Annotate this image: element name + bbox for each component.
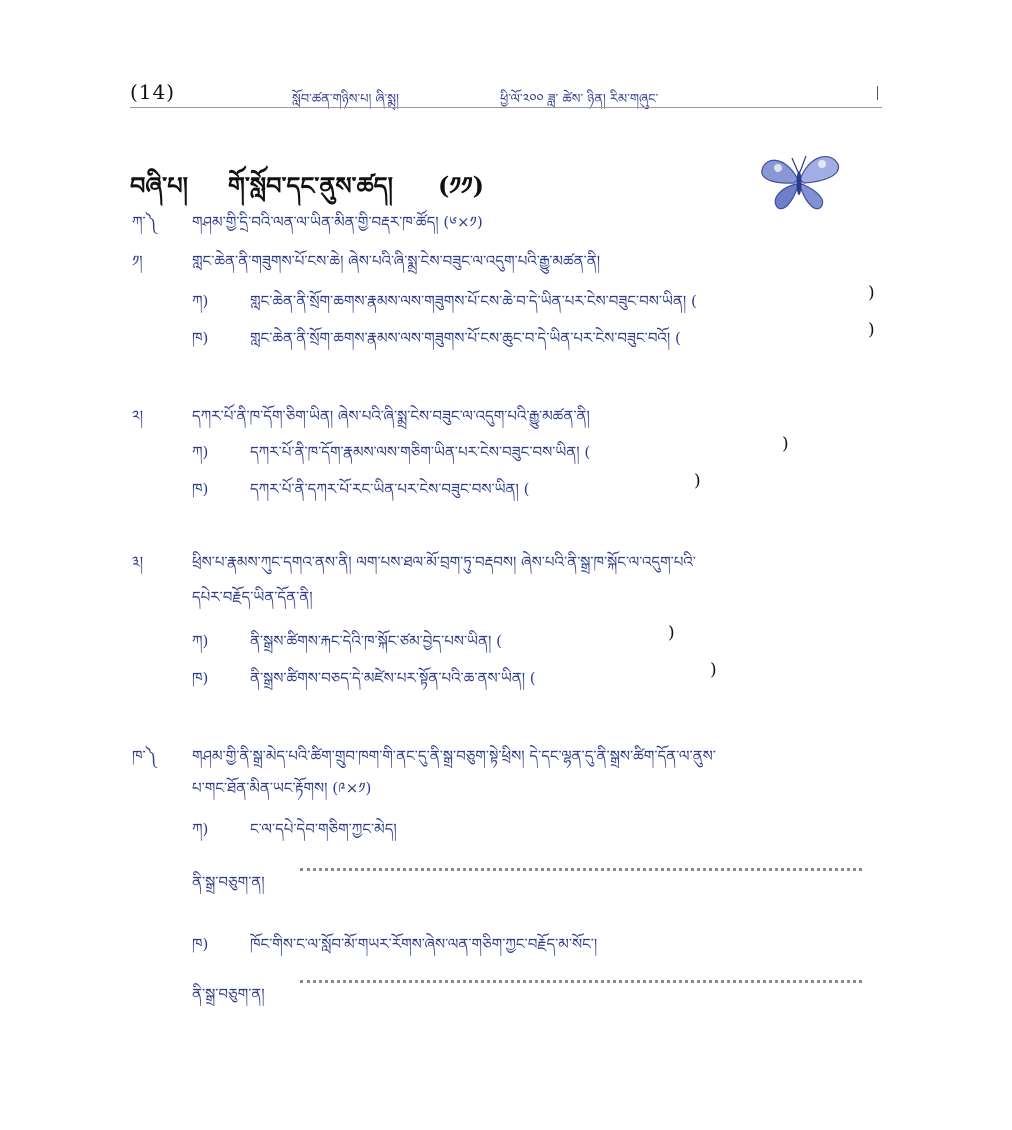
question-1-text: གླང་ཆེན་ནི་གཟུགས་པོ་ངས་ཆེ། ཞེས་པའི་ཞི་སྨྲ་ངེས་བཟུང་ལ་འདུག་པའི་རྒྱུ་མཚན་ནི།	[192, 252, 601, 270]
b-item-1-answer-line[interactable]	[300, 868, 862, 871]
section-title: གོ་སློབ་དང་ནུས་ཚད།	[228, 171, 393, 200]
part-b-instruction-line1: གཤམ་གྱི་ནི་སྒྲ་མེད་པའི་ཚིག་གྲུབ་ཁག་གི་ནང་དུ་ནི་སྒྲ་བཅུག་སྟེ་ཕྲིས། དེ་དང་ལྷན་དུ་ནི་སྒྲས་ཚིག་དོན་ལ་ནུས་	[192, 747, 716, 765]
q3-option-a-marker: ཀ)	[192, 632, 209, 650]
q3-option-a-text: ནི་སྒྲས་ཚིགས་རྐང་དེའི་ཁ་སྐོང་ཙམ་བྱེད་པས་ཡིན། (	[250, 632, 502, 650]
b-item-1-text: ང་ལ་དཔེ་དེབ་གཅིག་ཀྱང་མེད།	[250, 820, 397, 838]
question-3-text: ཕྲིས་པ་རྣམས་ཀུང་དགའ་ནས་ནི། ལག་པས་ཐལ་མོ་བྲག་ཏུ་བརྡབས། ཞེས་པའི་ནི་སྒྲ་ཁ་སྐོང་ལ་འདུག་པའི་	[192, 553, 697, 571]
b-item-2-marker: ཁ)	[192, 935, 209, 953]
q1-option-b-marker: ཁ)	[192, 329, 209, 347]
b-item-2-answer-line[interactable]	[300, 980, 862, 983]
section-number: བཞི་པ།	[130, 171, 188, 200]
question-3-text-line2: དཔེར་བརྗོད་ཡིན་དོན་ནི།	[192, 588, 313, 606]
butterfly-icon	[758, 150, 842, 212]
grade-info: ཕྱི་ལོ་༢༠༠ ཟླ་ ཚེས་ ཉིན། རིམ་གཞུང་	[500, 92, 659, 107]
question-2-text: དཀར་པོ་ནི་ཁ་དོག་ཅིག་ཡིན། ཞེས་པའི་ཞི་སྨྲ་ངེས་བཟུང་ལ་འདུག་པའི་རྒྱུ་མཚན་ནི།	[192, 407, 590, 425]
q1-option-a-marker: ཀ)	[192, 292, 209, 310]
b-item-1-answer-label: ནི་སྒྲ་བཅུག་ན།	[192, 873, 265, 891]
q2-option-a-answer-close[interactable]: )	[782, 434, 789, 454]
q1-option-a-text: གླང་ཆེན་ནི་སྲོག་ཆགས་རྣམས་ལས་གཟུགས་པོ་ངས་ཆེ་བ་དེ་ཡིན་པར་ངེས་བཟུང་བས་ཡིན། (	[250, 292, 697, 310]
header-tick	[877, 86, 878, 100]
section-count: (༡༡)	[438, 171, 484, 200]
q2-option-a-marker: ཀ)	[192, 443, 209, 461]
q2-option-b-marker: ཁ)	[192, 480, 209, 498]
q2-option-b-answer-close[interactable]: )	[694, 471, 701, 491]
part-a-marker: ཀ་༽	[132, 213, 157, 231]
b-item-2-answer-label: ནི་སྒྲ་བཅུག་ན།	[192, 985, 265, 1003]
q3-option-b-marker: ཁ)	[192, 669, 209, 687]
page-number: (14)	[130, 80, 176, 104]
q2-option-a-text: དཀར་པོ་ནི་ཁ་དོག་རྣམས་ལས་གཅིག་ཡིན་པར་ངེས་བཟུང་བས་ཡིན། (	[250, 443, 591, 461]
b-item-2-text: ཁོང་གིས་ང་ལ་སློབ་མོ་གཡར་རོགས་ཞེས་ལན་གཅིག་ཀྱང་བརྗོད་མ་སོང་།	[250, 935, 598, 953]
q1-option-a-answer-close[interactable]: )	[868, 283, 875, 303]
part-b-marker: ཁ་༽	[132, 747, 157, 765]
part-a-instruction: གཤམ་གྱི་དྲི་བའི་ལན་ལ་ཡིན་མིན་གྱི་བརྡར་ཁ་ཚོད། (༦×༡)	[192, 213, 483, 231]
part-b-instruction-line2: པ་གང་ཐོན་མིན་ཡང་རྟོགས། (༩×༡)	[192, 779, 372, 797]
book-title: སློབ་ཚན་གཉིས་པ། ཞི་སྨྲ།	[292, 92, 399, 107]
question-2-number: ༢།	[132, 407, 144, 425]
question-3-number: ༣།	[132, 553, 144, 571]
q3-option-b-answer-close[interactable]: )	[710, 660, 717, 680]
q1-option-b-answer-close[interactable]: )	[868, 320, 875, 340]
question-1-number: ༡།	[132, 252, 143, 270]
header-rule	[130, 107, 882, 108]
q1-option-b-text: གླང་ཆེན་ནི་སྲོག་ཆགས་རྣམས་ལས་གཟུགས་པོ་ངས་ཆུང་བ་དེ་ཡིན་པར་ངེས་བཟུང་བའོ། (	[250, 329, 681, 347]
b-item-1-marker: ཀ)	[192, 820, 209, 838]
q3-option-a-answer-close[interactable]: )	[668, 623, 675, 643]
q2-option-b-text: དཀར་པོ་ནི་དཀར་པོ་རང་ཡིན་པར་ངེས་བཟུང་བས་ཡིན། (	[250, 480, 530, 498]
q3-option-b-text: ནི་སྒྲས་ཚིགས་བཅད་དེ་མཛེས་པར་སྟོན་པའི་ཆ་ནས་ཡིན། (	[250, 669, 536, 687]
